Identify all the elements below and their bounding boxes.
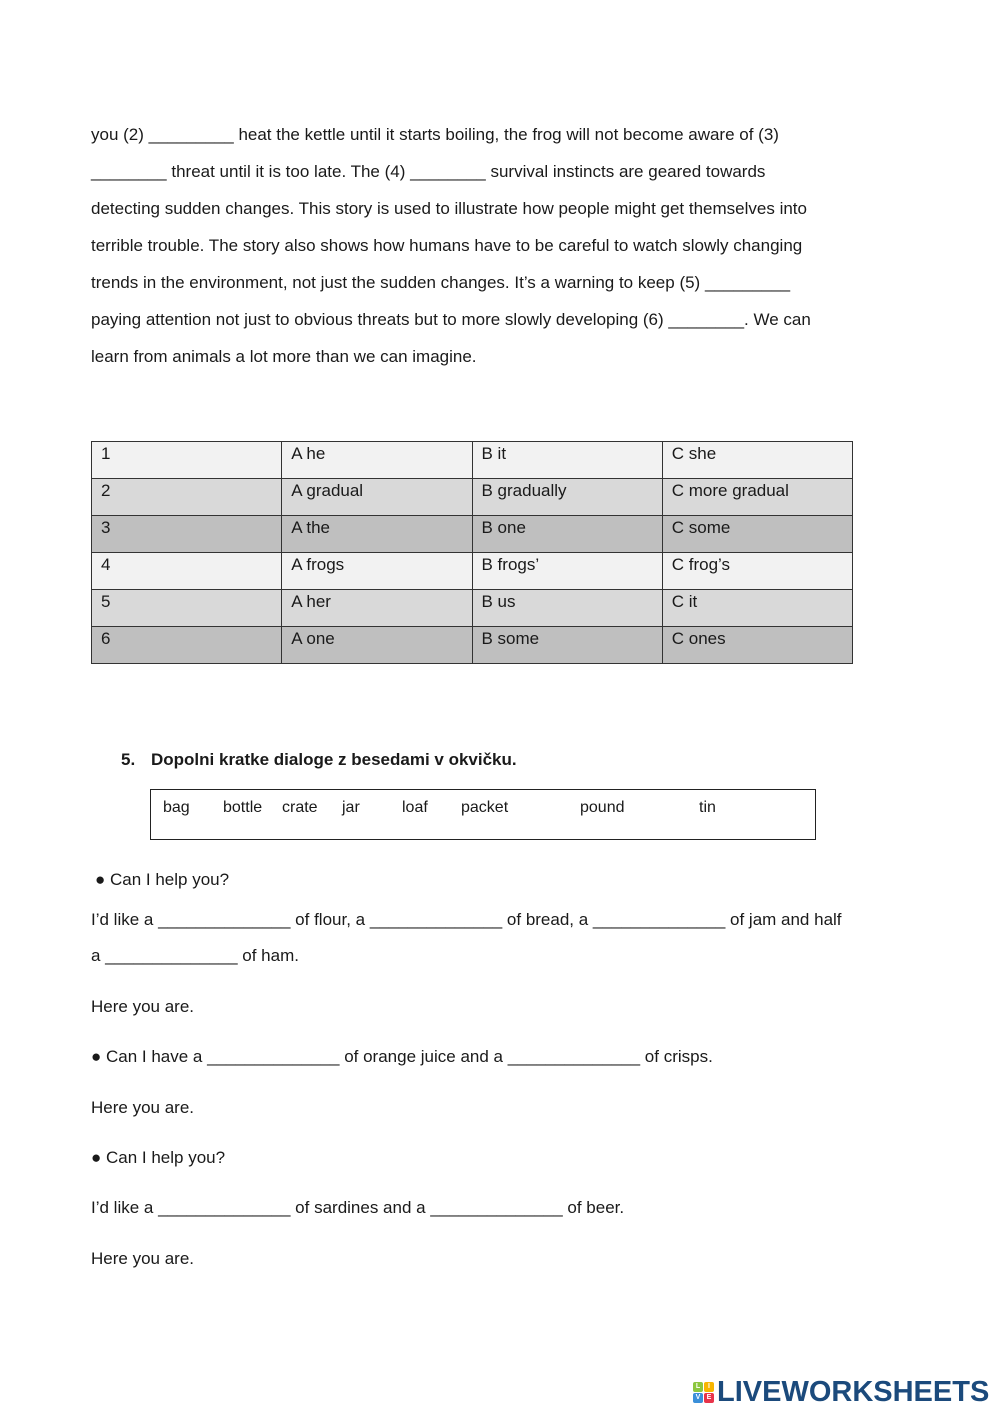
option-cell: B some xyxy=(472,627,662,664)
dialogue-line: ● Can I help you? xyxy=(95,870,230,889)
paragraph-line: you (2) _________ heat the kettle until it starts boiling, the frog will not become aware of (3) xyxy=(91,125,779,144)
logo-text: LIVEWORKSHEETS xyxy=(717,1376,990,1408)
question-number-cell: 4 xyxy=(92,553,282,590)
option-cell: A frogs xyxy=(282,553,472,590)
dialogue-line: ● Can I help you? xyxy=(91,1148,226,1167)
paragraph-line: ________ threat until it is too late. The (4) ________ survival instincts are geared towards xyxy=(91,162,766,181)
question-number-cell: 2 xyxy=(92,479,282,516)
option-cell: C ones xyxy=(662,627,852,664)
option-cell: B us xyxy=(472,590,662,627)
table-row xyxy=(92,627,853,664)
question-number-cell: 1 xyxy=(92,442,282,479)
question-number-cell: 3 xyxy=(92,516,282,553)
question-number-cell: 6 xyxy=(92,627,282,664)
exercise-number: 5. xyxy=(121,750,136,769)
logo-blocks-icon xyxy=(693,1382,714,1403)
word-option: crate xyxy=(282,799,318,816)
option-cell: A he xyxy=(282,442,472,479)
word-option: tin xyxy=(699,799,716,816)
option-cell: A her xyxy=(282,590,472,627)
dialogue-line: ● Can I have a ______________ of orange juice and a ______________ of crisps. xyxy=(91,1047,713,1066)
story-paragraph xyxy=(91,116,901,375)
liveworksheets-logo xyxy=(693,1376,989,1409)
paragraph-line: learn from animals a lot more than we can imagine. xyxy=(91,347,477,366)
options-table xyxy=(91,441,853,664)
word-box xyxy=(150,789,816,840)
exercise-heading xyxy=(121,750,517,770)
option-cell: C she xyxy=(662,442,852,479)
paragraph-line: trends in the environment, not just the sudden changes. It’s a warning to keep (5) _________ xyxy=(91,273,791,292)
paragraph-line: terrible trouble. The story also shows how humans have to be careful to watch slowly changing xyxy=(91,236,803,255)
option-cell: C frog’s xyxy=(662,553,852,590)
option-cell: B gradually xyxy=(472,479,662,516)
dialogue-line: Here you are. xyxy=(91,1249,194,1268)
option-cell: A gradual xyxy=(282,479,472,516)
word-option: bottle xyxy=(223,799,263,816)
table-row xyxy=(92,590,853,627)
word-option: jar xyxy=(342,799,360,816)
exercise-title: Dopolni kratke dialoge z besedami v okvičku. xyxy=(151,750,517,769)
option-cell: C some xyxy=(662,516,852,553)
word-option: bag xyxy=(163,799,190,816)
word-option: pound xyxy=(580,799,625,816)
option-cell: B frogs’ xyxy=(472,553,662,590)
dialogue-line: I’d like a ______________ of flour, a ______________ of bread, a ______________ of jam and half xyxy=(91,910,842,929)
table-row xyxy=(92,516,853,553)
logo-letter: V xyxy=(693,1393,703,1403)
option-cell: C more gradual xyxy=(662,479,852,516)
paragraph-line: detecting sudden changes. This story is used to illustrate how people might get themselves into xyxy=(91,199,807,218)
logo-letter: E xyxy=(704,1393,714,1403)
dialogue-line: a ______________ of ham. xyxy=(91,946,299,965)
word-option: packet xyxy=(461,799,509,816)
table-row xyxy=(92,442,853,479)
word-option: loaf xyxy=(402,799,428,816)
table-row xyxy=(92,479,853,516)
option-cell: B one xyxy=(472,516,662,553)
question-number-cell: 5 xyxy=(92,590,282,627)
dialogue-line: Here you are. xyxy=(91,1098,194,1117)
option-cell: C it xyxy=(662,590,852,627)
option-cell: A the xyxy=(282,516,472,553)
table-row xyxy=(92,553,853,590)
paragraph-line: paying attention not just to obvious threats but to more slowly developing (6) ________. We can xyxy=(91,310,811,329)
logo-letter: L xyxy=(693,1382,703,1392)
dialogue-line: Here you are. xyxy=(91,997,194,1016)
logo-letter: I xyxy=(704,1382,714,1392)
option-cell: B it xyxy=(472,442,662,479)
dialogue-line: I’d like a ______________ of sardines and a ______________ of beer. xyxy=(91,1198,625,1217)
option-cell: A one xyxy=(282,627,472,664)
